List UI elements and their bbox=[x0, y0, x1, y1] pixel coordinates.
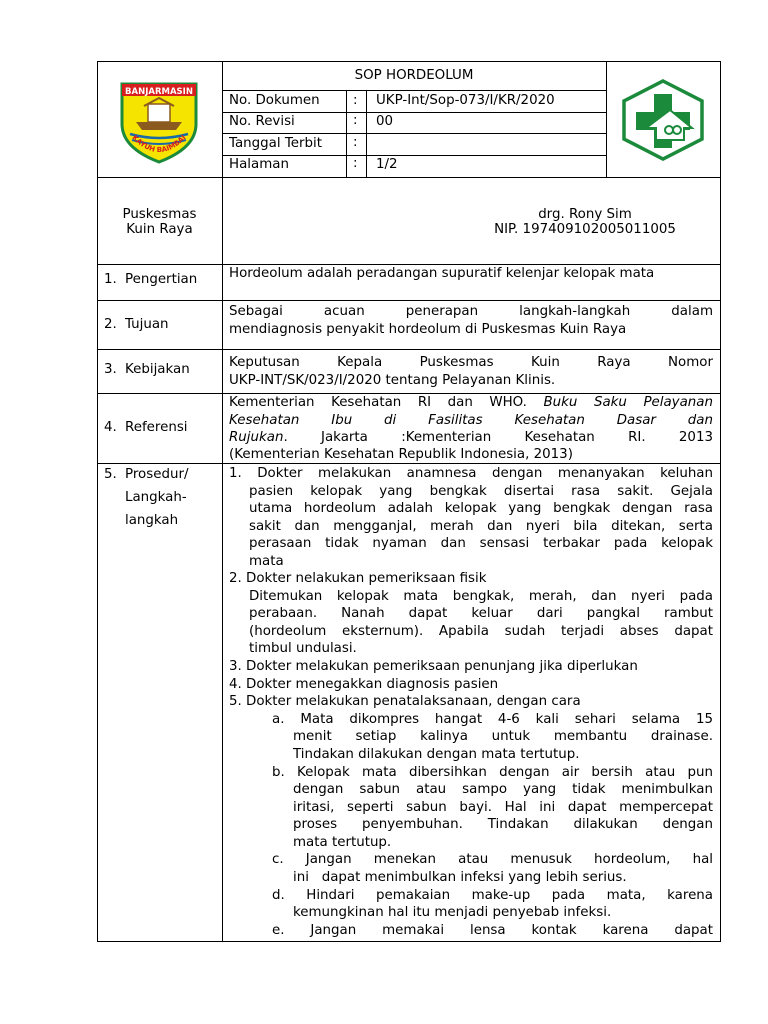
prosedur-subline: kemungkinan hal itu menjadi penyebab infeksi. bbox=[293, 905, 612, 920]
prosedur-line: Ditemukan kelopak mata bengkak, merah, dan nyeri pada bbox=[249, 589, 713, 604]
prosedur-line: perasaan tidak nyaman dan sensasi terbakar pada kelopak bbox=[249, 536, 713, 551]
meta-value-no-dokumen: UKP-Int/Sop-073/I/KR/2020 bbox=[376, 93, 555, 108]
tujuan-line: Sebagai acuan penerapan langkah-langkah dalam bbox=[229, 304, 713, 319]
meta-value-halaman: 1/2 bbox=[376, 157, 398, 172]
pengertian-text: Hordeolum adalah peradangan supuratif kelenjar kelopak mata bbox=[229, 266, 655, 281]
section-label-prosedur: langkah bbox=[125, 513, 179, 528]
section-label-prosedur: Langkah- bbox=[125, 490, 187, 505]
org-name-line2: Kuin Raya bbox=[126, 222, 193, 237]
signer-nip: NIP. 197409102005011005 bbox=[494, 222, 676, 237]
prosedur-subline: c. Jangan menekan atau menusuk hordeolum, hal bbox=[272, 852, 713, 867]
section-number: 3. bbox=[104, 362, 117, 377]
banjarmasin-crest-logo bbox=[118, 78, 200, 164]
prosedur-subline: mata tertutup. bbox=[293, 835, 392, 850]
meta-sep: : bbox=[353, 135, 358, 150]
prosedur-line: sakit dan mengganjal, merah dan nyeri bila ditekan, serta bbox=[249, 519, 713, 534]
meta-sep: : bbox=[353, 156, 358, 171]
prosedur-line: 3. Dokter melakukan pemeriksaan penunjang jika diperlukan bbox=[229, 659, 638, 674]
meta-label-tanggal-terbit: Tanggal Terbit bbox=[229, 136, 322, 151]
prosedur-subline: Tindakan dilakukan dengan mata tertutup. bbox=[293, 747, 580, 762]
meta-value-no-revisi: 00 bbox=[376, 114, 394, 129]
prosedur-subline: proses penyembuhan. Tindakan dilakukan dengan bbox=[293, 817, 713, 832]
prosedur-subline: d. Hindari pemakaian make-up pada mata, karena bbox=[272, 888, 713, 903]
referensi-line-4: (Kementerian Kesehatan Republik Indonesia, 2013) bbox=[229, 447, 573, 462]
section-number: 4. bbox=[104, 420, 117, 435]
crest-top-text: BANJARMASIN bbox=[125, 87, 193, 97]
prosedur-subline: ini dapat menimbulkan infeksi yang lebih serius. bbox=[293, 870, 627, 885]
meta-sep: : bbox=[353, 93, 358, 108]
kebijakan-line: UKP-INT/SK/023/I/2020 tentang Pelayanan Klinis. bbox=[229, 373, 556, 388]
tujuan-line: mendiagnosis penyakit hordeolum di Puskesmas Kuin Raya bbox=[229, 322, 627, 337]
prosedur-line: 2. Dokter nelakukan pemeriksaan fisik bbox=[229, 571, 487, 586]
prosedur-line: pasien kelopak yang bengkak disertai rasa sakit. Gejala bbox=[249, 484, 713, 499]
section-label-prosedur: Prosedur/ bbox=[125, 467, 189, 482]
meta-label-no-dokumen: No. Dokumen bbox=[229, 93, 320, 108]
puskesmas-logo bbox=[620, 78, 706, 162]
section-label-pengertian: Pengertian bbox=[125, 272, 198, 287]
section-label-referensi: Referensi bbox=[125, 420, 188, 435]
prosedur-subline: e. Jangan memakai lensa kontak karena dapat bbox=[272, 923, 713, 938]
prosedur-line: perabaan. Nanah dapat keluar dari pangkal rambut bbox=[249, 606, 713, 621]
prosedur-subline: b. Kelopak mata dibersihkan dengan air bersih atau pun bbox=[272, 765, 713, 780]
meta-sep: : bbox=[353, 113, 358, 128]
prosedur-line: utama hordeolum adalah kelopak yang bengkak dengan rasa bbox=[249, 501, 713, 516]
prosedur-line: mata bbox=[249, 554, 284, 569]
prosedur-subline: menit setiap kalinya untuk membantu drainase. bbox=[293, 729, 713, 744]
section-label-tujuan: Tujuan bbox=[125, 317, 169, 332]
meta-label-no-revisi: No. Revisi bbox=[229, 114, 295, 129]
prosedur-subline: iritasi, seperti sabun bayi. Hal ini dapat mempercepat bbox=[293, 800, 713, 815]
doc-title: SOP HORDEOLUM bbox=[354, 68, 474, 83]
prosedur-subline: a. Mata dikompres hangat 4-6 kali sehari selama 15 bbox=[272, 712, 713, 727]
prosedur-line: 5. Dokter melakukan penatalaksanaan, dengan cara bbox=[229, 694, 581, 709]
section-number: 1. bbox=[104, 272, 117, 287]
section-number: 5. bbox=[104, 467, 117, 482]
prosedur-line: 4. Dokter menegakkan diagnosis pasien bbox=[229, 677, 499, 692]
prosedur-line: timbul undulasi. bbox=[249, 641, 357, 656]
prosedur-subline: dengan sabun atau sampo yang tidak menimbulkan bbox=[293, 782, 713, 797]
prosedur-line: 1. Dokter melakukan anamnesa dengan menanyakan keluhan bbox=[229, 466, 713, 481]
section-number: 2. bbox=[104, 317, 117, 332]
meta-label-halaman: Halaman bbox=[229, 157, 289, 172]
referensi-line-3: Rujukan. Jakarta :Kementerian Kesehatan RI. 2013 bbox=[229, 430, 713, 445]
org-name-line1: Puskesmas bbox=[122, 207, 197, 222]
referensi-line-2: Kesehatan Ibu di Fasilitas Kesehatan Dasar dan bbox=[229, 413, 713, 428]
referensi-line-1: Kementerian Kesehatan RI dan WHO. Buku Saku Pelayanan bbox=[229, 395, 713, 410]
signer-name: drg. Rony Sim bbox=[538, 207, 632, 222]
section-label-kebijakan: Kebijakan bbox=[125, 362, 190, 377]
kebijakan-line: Keputusan Kepala Puskesmas Kuin Raya Nomor bbox=[229, 355, 713, 370]
prosedur-line: (hordeolum eksternum). Apabila sudah terjadi abses dapat bbox=[249, 624, 713, 639]
crest-bottom-text: KAYUH BAIMBAI bbox=[130, 133, 188, 155]
